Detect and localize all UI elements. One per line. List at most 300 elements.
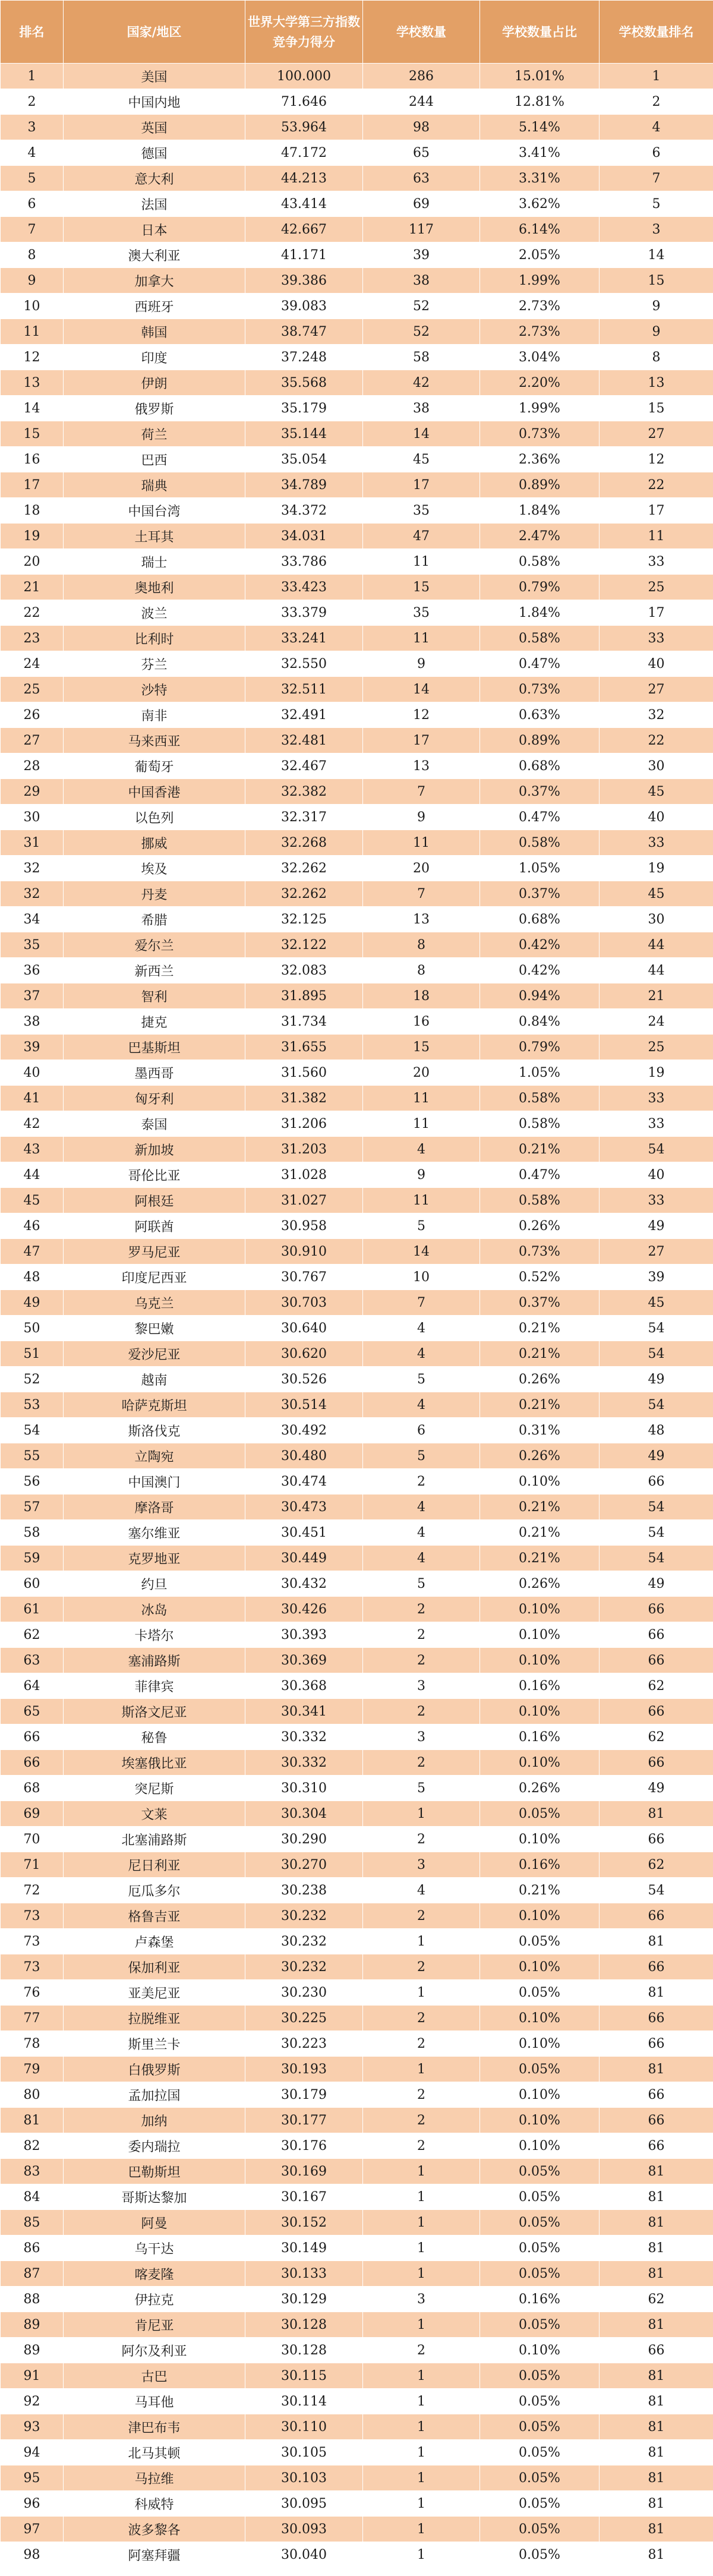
cell-share: 0.94% — [480, 983, 600, 1009]
cell-region: 中国内地 — [64, 89, 245, 115]
cell-share: 0.05% — [480, 1929, 600, 1954]
cell-count: 4 — [363, 1341, 480, 1367]
cell-region: 立陶宛 — [64, 1443, 245, 1469]
cell-count-rank: 81 — [600, 2236, 713, 2261]
table-row — [1, 932, 713, 958]
cell-region: 奥地利 — [64, 575, 245, 600]
cell-share: 0.05% — [480, 1980, 600, 2006]
cell-count: 2 — [363, 1750, 480, 1776]
cell-count-rank: 9 — [600, 319, 713, 345]
cell-count-rank: 49 — [600, 1213, 713, 1239]
cell-share: 1.05% — [480, 856, 600, 881]
cell-count-rank: 33 — [600, 626, 713, 651]
cell-rank: 41 — [1, 1086, 64, 1111]
cell-rank: 34 — [1, 907, 64, 932]
cell-share: 0.10% — [480, 1827, 600, 1852]
cell-score: 30.232 — [245, 1903, 363, 1929]
cell-count-rank: 81 — [600, 2363, 713, 2389]
cell-score: 32.262 — [245, 881, 363, 907]
cell-count-rank: 2 — [600, 89, 713, 115]
cell-rank: 10 — [1, 294, 64, 319]
cell-count: 14 — [363, 1239, 480, 1265]
cell-count: 35 — [363, 600, 480, 626]
cell-share: 0.05% — [480, 2363, 600, 2389]
cell-score: 30.040 — [245, 2542, 363, 2568]
cell-region: 埃及 — [64, 856, 245, 881]
cell-count-rank: 62 — [600, 1852, 713, 1878]
cell-score: 30.640 — [245, 1316, 363, 1341]
cell-region: 德国 — [64, 140, 245, 166]
cell-count-rank: 12 — [600, 447, 713, 472]
cell-rank: 95 — [1, 2465, 64, 2491]
cell-score: 30.232 — [245, 1954, 363, 1980]
cell-score: 31.560 — [245, 1060, 363, 1086]
cell-share: 0.37% — [480, 881, 600, 907]
cell-rank: 79 — [1, 2057, 64, 2082]
cell-score: 30.332 — [245, 1724, 363, 1750]
cell-rank: 23 — [1, 626, 64, 651]
cell-region: 美国 — [64, 64, 245, 89]
cell-rank: 25 — [1, 677, 64, 702]
cell-share: 0.26% — [480, 1443, 600, 1469]
cell-count-rank: 81 — [600, 2184, 713, 2210]
cell-region: 俄罗斯 — [64, 396, 245, 421]
cell-count-rank: 54 — [600, 1520, 713, 1546]
cell-region: 拉脱维亚 — [64, 2006, 245, 2031]
cell-region: 斯里兰卡 — [64, 2031, 245, 2057]
cell-region: 津巴布韦 — [64, 2414, 245, 2440]
cell-score: 30.177 — [245, 2108, 363, 2133]
cell-share: 2.20% — [480, 370, 600, 396]
cell-region: 波多黎各 — [64, 2517, 245, 2542]
cell-share: 0.58% — [480, 830, 600, 856]
cell-count: 286 — [363, 64, 480, 89]
cell-count-rank: 48 — [600, 1418, 713, 1443]
cell-score: 30.179 — [245, 2082, 363, 2108]
cell-region: 印度 — [64, 345, 245, 370]
cell-count-rank: 27 — [600, 421, 713, 447]
cell-count: 2 — [363, 1622, 480, 1648]
cell-region: 卡塔尔 — [64, 1622, 245, 1648]
table-row — [1, 1852, 713, 1878]
cell-rank: 53 — [1, 1392, 64, 1418]
cell-region: 马拉维 — [64, 2465, 245, 2491]
cell-region: 哈萨克斯坦 — [64, 1392, 245, 1418]
cell-share: 0.47% — [480, 651, 600, 677]
table-row — [1, 345, 713, 370]
cell-share: 0.05% — [480, 2236, 600, 2261]
cell-share: 0.16% — [480, 1724, 600, 1750]
cell-region: 斯洛伐克 — [64, 1418, 245, 1443]
cell-share: 2.73% — [480, 319, 600, 345]
cell-count-rank: 33 — [600, 1111, 713, 1137]
table-row — [1, 191, 713, 217]
cell-share: 1.99% — [480, 396, 600, 421]
cell-share: 0.68% — [480, 753, 600, 779]
table-row — [1, 702, 713, 728]
cell-share: 3.31% — [480, 166, 600, 191]
cell-count: 5 — [363, 1443, 480, 1469]
cell-rank: 12 — [1, 345, 64, 370]
cell-count-rank: 13 — [600, 370, 713, 396]
cell-count: 16 — [363, 1009, 480, 1035]
cell-share: 0.10% — [480, 1648, 600, 1673]
table-row — [1, 294, 713, 319]
cell-count-rank: 81 — [600, 2312, 713, 2338]
cell-count-rank: 66 — [600, 1597, 713, 1622]
table-row — [1, 1188, 713, 1213]
cell-count-rank: 66 — [600, 1699, 713, 1724]
cell-region: 瑞士 — [64, 549, 245, 575]
cell-rank: 45 — [1, 1188, 64, 1213]
cell-rank: 83 — [1, 2159, 64, 2184]
cell-region: 希腊 — [64, 907, 245, 932]
cell-score: 32.268 — [245, 830, 363, 856]
cell-score: 30.703 — [245, 1290, 363, 1316]
cell-count: 2 — [363, 1597, 480, 1622]
cell-rank: 80 — [1, 2082, 64, 2108]
cell-count: 4 — [363, 1316, 480, 1341]
table-row — [1, 1520, 713, 1546]
table-row — [1, 1673, 713, 1699]
cell-region: 中国香港 — [64, 779, 245, 805]
cell-count-rank: 1 — [600, 64, 713, 89]
cell-region: 菲律宾 — [64, 1673, 245, 1699]
cell-share: 0.58% — [480, 1188, 600, 1213]
cell-count: 42 — [363, 370, 480, 396]
cell-count-rank: 45 — [600, 881, 713, 907]
cell-count-rank: 62 — [600, 1673, 713, 1699]
cell-count-rank: 6 — [600, 140, 713, 166]
cell-score: 30.270 — [245, 1852, 363, 1878]
cell-count-rank: 54 — [600, 1392, 713, 1418]
cell-region: 阿联酋 — [64, 1213, 245, 1239]
cell-count: 1 — [363, 2414, 480, 2440]
cell-count-rank: 49 — [600, 1776, 713, 1801]
cell-share: 2.05% — [480, 242, 600, 268]
cell-count-rank: 54 — [600, 1137, 713, 1162]
cell-share: 3.41% — [480, 140, 600, 166]
cell-region: 厄瓜多尔 — [64, 1878, 245, 1903]
cell-score: 31.028 — [245, 1162, 363, 1188]
cell-count-rank: 66 — [600, 1469, 713, 1494]
table-row — [1, 1648, 713, 1673]
cell-rank: 48 — [1, 1265, 64, 1290]
cell-score: 30.232 — [245, 1929, 363, 1954]
table-row — [1, 2108, 713, 2133]
cell-count-rank: 81 — [600, 2261, 713, 2287]
cell-region: 白俄罗斯 — [64, 2057, 245, 2082]
cell-score: 30.492 — [245, 1418, 363, 1443]
cell-region: 罗马尼亚 — [64, 1239, 245, 1265]
table-row — [1, 2338, 713, 2363]
cell-count: 18 — [363, 983, 480, 1009]
cell-score: 30.110 — [245, 2414, 363, 2440]
cell-count: 4 — [363, 1494, 480, 1520]
cell-share: 0.21% — [480, 1520, 600, 1546]
table-row — [1, 524, 713, 549]
cell-score: 30.451 — [245, 1520, 363, 1546]
cell-count-rank: 81 — [600, 2440, 713, 2465]
cell-score: 30.426 — [245, 1597, 363, 1622]
cell-rank: 82 — [1, 2133, 64, 2159]
cell-share: 0.05% — [480, 2159, 600, 2184]
header-count: 学校数量 — [363, 1, 480, 64]
cell-score: 30.095 — [245, 2491, 363, 2517]
cell-rank: 3 — [1, 115, 64, 140]
cell-rank: 27 — [1, 728, 64, 753]
table-row — [1, 2491, 713, 2517]
cell-rank: 92 — [1, 2389, 64, 2414]
cell-count: 11 — [363, 626, 480, 651]
cell-score: 41.171 — [245, 242, 363, 268]
cell-share: 0.26% — [480, 1571, 600, 1597]
table-row — [1, 575, 713, 600]
table-row — [1, 2159, 713, 2184]
cell-rank: 31 — [1, 830, 64, 856]
cell-rank: 94 — [1, 2440, 64, 2465]
cell-count-rank: 81 — [600, 2414, 713, 2440]
cell-score: 35.568 — [245, 370, 363, 396]
cell-count-rank: 54 — [600, 1546, 713, 1571]
cell-region: 阿根廷 — [64, 1188, 245, 1213]
table-row — [1, 140, 713, 166]
cell-rank: 20 — [1, 549, 64, 575]
table-row — [1, 2261, 713, 2287]
cell-score: 30.910 — [245, 1239, 363, 1265]
cell-score: 34.372 — [245, 498, 363, 524]
table-row — [1, 1418, 713, 1443]
cell-share: 0.58% — [480, 626, 600, 651]
cell-rank: 19 — [1, 524, 64, 549]
table-row — [1, 2082, 713, 2108]
cell-score: 32.467 — [245, 753, 363, 779]
cell-share: 0.26% — [480, 1776, 600, 1801]
cell-count-rank: 9 — [600, 294, 713, 319]
cell-count-rank: 19 — [600, 856, 713, 881]
cell-region: 以色列 — [64, 805, 245, 830]
table-row — [1, 677, 713, 702]
cell-count-rank: 17 — [600, 600, 713, 626]
cell-region: 爱尔兰 — [64, 932, 245, 958]
cell-share: 0.10% — [480, 1750, 600, 1776]
cell-score: 31.734 — [245, 1009, 363, 1035]
cell-share: 3.62% — [480, 191, 600, 217]
cell-count: 14 — [363, 677, 480, 702]
cell-count-rank: 7 — [600, 166, 713, 191]
cell-region: 捷克 — [64, 1009, 245, 1035]
cell-count: 4 — [363, 1878, 480, 1903]
cell-share: 0.10% — [480, 2108, 600, 2133]
table-row — [1, 1111, 713, 1137]
cell-count-rank: 44 — [600, 958, 713, 983]
cell-share: 0.05% — [480, 2184, 600, 2210]
cell-count: 1 — [363, 2057, 480, 2082]
cell-score: 30.369 — [245, 1648, 363, 1673]
cell-rank: 60 — [1, 1571, 64, 1597]
cell-count-rank: 22 — [600, 472, 713, 498]
cell-count: 2 — [363, 2108, 480, 2133]
cell-share: 0.79% — [480, 575, 600, 600]
cell-share: 0.16% — [480, 2287, 600, 2312]
cell-count: 6 — [363, 1418, 480, 1443]
cell-score: 30.115 — [245, 2363, 363, 2389]
cell-region: 比利时 — [64, 626, 245, 651]
cell-share: 0.21% — [480, 1392, 600, 1418]
cell-score: 30.310 — [245, 1776, 363, 1801]
cell-count-rank: 66 — [600, 1903, 713, 1929]
cell-count: 7 — [363, 881, 480, 907]
header-score: 世界大学第三方指数竞争力得分 — [245, 1, 363, 64]
cell-score: 32.262 — [245, 856, 363, 881]
cell-count: 1 — [363, 1929, 480, 1954]
cell-rank: 98 — [1, 2542, 64, 2568]
cell-rank: 73 — [1, 1954, 64, 1980]
cell-rank: 66 — [1, 1750, 64, 1776]
cell-count: 2 — [363, 1903, 480, 1929]
table-row — [1, 217, 713, 242]
cell-count-rank: 54 — [600, 1316, 713, 1341]
cell-region: 马来西亚 — [64, 728, 245, 753]
cell-share: 6.14% — [480, 217, 600, 242]
cell-score: 33.423 — [245, 575, 363, 600]
cell-share: 0.58% — [480, 549, 600, 575]
cell-count-rank: 81 — [600, 2057, 713, 2082]
cell-rank: 8 — [1, 242, 64, 268]
cell-score: 47.172 — [245, 140, 363, 166]
cell-score: 30.105 — [245, 2440, 363, 2465]
cell-rank: 40 — [1, 1060, 64, 1086]
cell-region: 中国澳门 — [64, 1469, 245, 1494]
cell-share: 0.05% — [480, 1801, 600, 1827]
table-row — [1, 1009, 713, 1035]
cell-rank: 9 — [1, 268, 64, 294]
table-row — [1, 881, 713, 907]
table-row — [1, 1929, 713, 1954]
table-row — [1, 2133, 713, 2159]
cell-score: 33.379 — [245, 600, 363, 626]
cell-count: 9 — [363, 805, 480, 830]
table-row — [1, 1980, 713, 2006]
cell-score: 53.964 — [245, 115, 363, 140]
table-row — [1, 753, 713, 779]
cell-score: 43.414 — [245, 191, 363, 217]
cell-rank: 18 — [1, 498, 64, 524]
cell-count: 4 — [363, 1392, 480, 1418]
table-body — [1, 64, 713, 2568]
cell-count-rank: 33 — [600, 1086, 713, 1111]
cell-share: 0.05% — [480, 2517, 600, 2542]
cell-count: 35 — [363, 498, 480, 524]
cell-rank: 50 — [1, 1316, 64, 1341]
table-row — [1, 830, 713, 856]
table-row — [1, 370, 713, 396]
cell-score: 30.620 — [245, 1341, 363, 1367]
cell-score: 32.125 — [245, 907, 363, 932]
cell-count: 15 — [363, 1035, 480, 1060]
table-row — [1, 2542, 713, 2568]
table-row — [1, 2389, 713, 2414]
cell-count-rank: 81 — [600, 1801, 713, 1827]
cell-score: 30.093 — [245, 2517, 363, 2542]
cell-share: 0.05% — [480, 2465, 600, 2491]
cell-score: 30.128 — [245, 2312, 363, 2338]
cell-rank: 1 — [1, 64, 64, 89]
cell-region: 瑞典 — [64, 472, 245, 498]
cell-share: 2.73% — [480, 294, 600, 319]
cell-share: 2.36% — [480, 447, 600, 472]
cell-count: 2 — [363, 1954, 480, 1980]
cell-count-rank: 81 — [600, 1980, 713, 2006]
cell-count: 2 — [363, 2006, 480, 2031]
cell-count: 2 — [363, 1648, 480, 1673]
cell-region: 冰岛 — [64, 1597, 245, 1622]
cell-share: 0.89% — [480, 472, 600, 498]
cell-count: 1 — [363, 1980, 480, 2006]
cell-share: 0.37% — [480, 779, 600, 805]
cell-share: 0.05% — [480, 2542, 600, 2568]
cell-rank: 71 — [1, 1852, 64, 1878]
cell-share: 0.21% — [480, 1878, 600, 1903]
table-row — [1, 64, 713, 89]
cell-share: 0.05% — [480, 2440, 600, 2465]
cell-count: 69 — [363, 191, 480, 217]
cell-share: 0.10% — [480, 1597, 600, 1622]
cell-rank: 13 — [1, 370, 64, 396]
cell-count: 58 — [363, 345, 480, 370]
cell-count: 1 — [363, 2542, 480, 2568]
table-row — [1, 1341, 713, 1367]
cell-region: 斯洛文尼亚 — [64, 1699, 245, 1724]
table-row — [1, 2440, 713, 2465]
cell-region: 英国 — [64, 115, 245, 140]
cell-count: 3 — [363, 2287, 480, 2312]
cell-score: 30.225 — [245, 2006, 363, 2031]
table-row — [1, 1392, 713, 1418]
table-row — [1, 1367, 713, 1392]
cell-score: 35.144 — [245, 421, 363, 447]
cell-region: 法国 — [64, 191, 245, 217]
cell-region: 澳大利亚 — [64, 242, 245, 268]
cell-count-rank: 66 — [600, 2082, 713, 2108]
cell-region: 阿尔及利亚 — [64, 2338, 245, 2363]
cell-region: 肯尼亚 — [64, 2312, 245, 2338]
cell-count: 13 — [363, 753, 480, 779]
table-row — [1, 447, 713, 472]
cell-rank: 29 — [1, 779, 64, 805]
cell-score: 32.382 — [245, 779, 363, 805]
cell-rank: 54 — [1, 1418, 64, 1443]
cell-region: 巴西 — [64, 447, 245, 472]
cell-share: 1.84% — [480, 600, 600, 626]
cell-count: 1 — [363, 1801, 480, 1827]
cell-score: 31.382 — [245, 1086, 363, 1111]
cell-rank: 37 — [1, 983, 64, 1009]
cell-count: 1 — [363, 2312, 480, 2338]
cell-region: 伊朗 — [64, 370, 245, 396]
table-row — [1, 1316, 713, 1341]
cell-rank: 38 — [1, 1009, 64, 1035]
cell-share: 15.01% — [480, 64, 600, 89]
cell-share: 0.10% — [480, 2082, 600, 2108]
cell-share: 0.21% — [480, 1341, 600, 1367]
cell-count-rank: 30 — [600, 753, 713, 779]
cell-score: 39.083 — [245, 294, 363, 319]
cell-share: 0.21% — [480, 1494, 600, 1520]
cell-score: 30.169 — [245, 2159, 363, 2184]
cell-score: 32.511 — [245, 677, 363, 702]
cell-score: 31.895 — [245, 983, 363, 1009]
